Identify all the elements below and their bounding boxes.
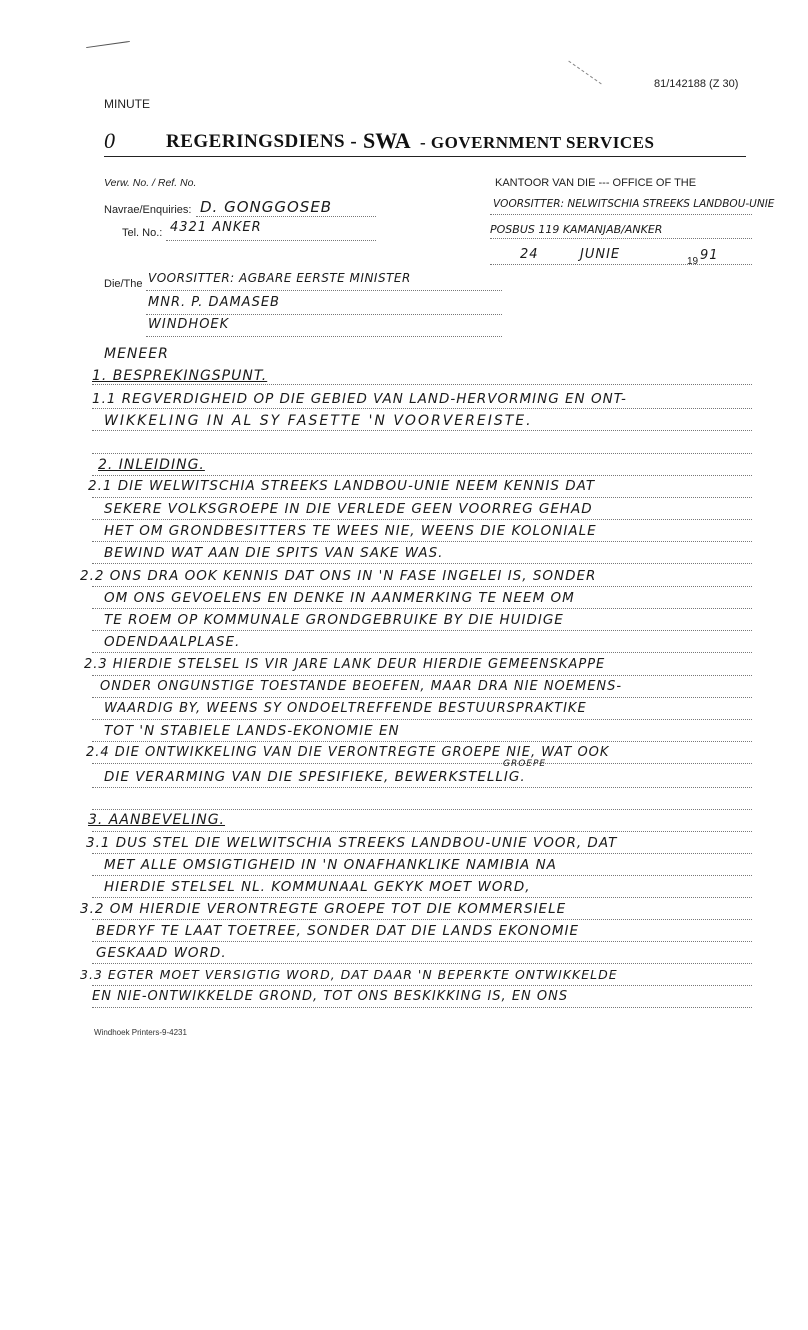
- title-government-services: - GOVERNMENT SERVICES: [420, 133, 655, 152]
- body-line-6: [92, 497, 752, 498]
- s2-4-line-b: DIE VERARMING VAN DIE SPESIFIEKE, BEWERKSTELLIG.: [104, 769, 526, 785]
- s3-3-line-b: EN NIE-ONTWIKKELDE GROND, TOT ONS BESKIKKING IS, EN ONS: [92, 989, 569, 1004]
- body-line-21: [92, 831, 752, 832]
- s2-3-line-c: WAARDIG BY, WEENS SY ONDOELTREFFENDE BESTUURSPRAKTIKE: [104, 701, 587, 716]
- office-label: KANTOOR VAN DIE --- OFFICE OF THE: [495, 177, 697, 189]
- body-line-7: [92, 519, 752, 520]
- section-3-heading: 3. AANBEVELING.: [88, 812, 226, 828]
- body-line-14: [92, 675, 752, 676]
- date-year-prefix: 19: [687, 256, 699, 267]
- body-line-26: [92, 941, 752, 942]
- office-line-2-rule: [490, 238, 752, 239]
- body-line-22: [92, 853, 752, 854]
- to-line-3-rule: [146, 336, 502, 337]
- s1-1-line-a: 1.1 REGVERDIGHEID OP DIE GEBIED VAN LAND-HERVORMING EN ONT-: [92, 391, 627, 407]
- body-line-11: [92, 608, 752, 609]
- body-line-24: [92, 897, 752, 898]
- to-line-1-rule: [146, 290, 502, 291]
- s2-1-line-c: HET OM GRONDBESITTERS TE WEES NIE, WEENS DIE KOLONIALE: [104, 523, 597, 539]
- s2-2-line-d: ODENDAALPLASE.: [104, 634, 241, 650]
- date-day: 24: [520, 247, 539, 262]
- body-line-5: [92, 475, 752, 476]
- office-line-2: POSBUS 119 KAMANJAB/ANKER: [490, 223, 663, 236]
- enquiries-line: [196, 216, 376, 217]
- s2-3-line-a: 2.3 HIERDIE STELSEL IS VIR JARE LANK DEUR HIERDIE GEMEENSKAPPE: [84, 657, 606, 672]
- body-line-18: [92, 763, 752, 764]
- tel-value: 4321 ANKER: [170, 220, 262, 235]
- body-line-25: [92, 919, 752, 920]
- date-month: JUNIE: [580, 247, 621, 262]
- body-line-9: [92, 563, 752, 564]
- body-line-4: [92, 453, 752, 454]
- salutation: MENEER: [104, 346, 169, 362]
- ref-label: Verw. No. / Ref. No.: [104, 177, 197, 189]
- s3-1-line-a: 3.1 DUS STEL DIE WELWITSCHIA STREEKS LANDBOU-UNIE VOOR, DAT: [86, 835, 618, 851]
- s3-2-line-c: GESKAAD WORD.: [96, 945, 227, 961]
- s2-4-line-a: 2.4 DIE ONTWIKKELING VAN DIE VERONTREGTE GROEPE NIE, WAT OOK: [86, 745, 610, 760]
- office-line-1: VOORSITTER: NELWITSCHIA STREEKS LANDBOU-UNIE: [493, 198, 775, 210]
- body-line-23: [92, 875, 752, 876]
- date-year-suffix: 91: [700, 248, 719, 263]
- title-swa: SWA: [363, 128, 411, 153]
- body-line-16: [92, 719, 752, 720]
- body-line-13: [92, 652, 752, 653]
- s2-4-insertion: GROEPE: [503, 759, 547, 769]
- to-label: Die/The: [104, 278, 143, 290]
- title-regeringsdiens: REGERINGSDIENS -: [166, 131, 358, 152]
- minute-label: MINUTE: [104, 97, 150, 111]
- body-line-12: [92, 630, 752, 631]
- s2-2-line-c: TE ROEM OP KOMMUNALE GRONDGEBRUIKE BY DIE HUIDIGE: [104, 612, 564, 628]
- body-line-19: [92, 787, 752, 788]
- body-line-8: [92, 541, 752, 542]
- s2-2-line-a: 2.2 ONS DRA OOK KENNIS DAT ONS IN 'N FASE INGELEI IS, SONDER: [80, 568, 597, 584]
- date-line: [490, 264, 752, 265]
- title-rule: [104, 156, 746, 157]
- s1-1-line-b: WIKKELING IN AL SY FASETTE 'N VOORVEREISTE.: [104, 413, 533, 429]
- s3-3-line-a: 3.3 EGTER MOET VERSIGTIG WORD, DAT DAAR 'N BEPERKTE ONTWIKKELDE: [80, 967, 618, 982]
- s2-2-line-b: OM ONS GEVOELENS EN DENKE IN AANMERKING TE NEEM OM: [104, 590, 575, 606]
- body-line-2: [92, 408, 752, 409]
- s3-2-line-a: 3.2 OM HIERDIE VERONTREGTE GROEPE TOT DIE KOMMERSIELE: [80, 901, 567, 917]
- s2-1-line-d: BEWIND WAT AAN DIE SPITS VAN SAKE WAS.: [104, 545, 444, 561]
- body-line-28: [92, 985, 752, 986]
- body-line-3: [92, 430, 752, 431]
- body-line-20: [92, 809, 752, 810]
- body-line-1: [92, 384, 752, 385]
- s2-1-line-a: 2.1 DIE WELWITSCHIA STREEKS LANDBOU-UNIE NEEM KENNIS DAT: [88, 478, 596, 494]
- section-2-heading: 2. INLEIDING.: [98, 457, 205, 473]
- scan-mark-top-left: [86, 41, 130, 48]
- tel-label: Tel. No.:: [122, 227, 163, 239]
- body-line-10: [92, 586, 752, 587]
- body-line-15: [92, 697, 752, 698]
- body-line-17: [92, 741, 752, 742]
- to-line-2: MNR. P. DAMASEB: [148, 295, 280, 310]
- s3-2-line-b: BEDRYF TE LAAT TOETREE, SONDER DAT DIE LANDS EKONOMIE: [96, 923, 580, 939]
- printer-imprint: Windhoek Printers-9-4231: [94, 1028, 187, 1037]
- to-line-3: WINDHOEK: [148, 317, 230, 332]
- enquiries-value: D. GONGGOSEB: [200, 198, 333, 216]
- enquiries-label: Navrae/Enquiries:: [104, 204, 192, 216]
- scan-mark-top-right: [568, 61, 601, 85]
- s2-1-line-b: SEKERE VOLKSGROEPE IN DIE VERLEDE GEEN VOORREG GEHAD: [104, 501, 593, 517]
- to-line-2-rule: [146, 314, 502, 315]
- crest-icon: 0: [104, 128, 115, 153]
- body-line-29: [92, 1007, 752, 1008]
- office-line-1-rule: [490, 214, 752, 215]
- s3-1-line-b: MET ALLE OMSIGTIGHEID IN 'N ONAFHANKLIKE NAMIBIA NA: [104, 857, 557, 873]
- reference-number: 81/142188 (Z 30): [654, 78, 739, 90]
- to-line-1: VOORSITTER: AGBARE EERSTE MINISTER: [148, 271, 411, 285]
- section-1-heading: 1. BESPREKINGSPUNT.: [92, 368, 268, 384]
- s2-3-line-b: ONDER ONGUNSTIGE TOESTANDE BEOEFEN, MAAR DRA NIE NOEMENS-: [100, 679, 623, 694]
- tel-line: [166, 240, 376, 241]
- s2-3-line-d: TOT 'N STABIELE LANDS-EKONOMIE EN: [104, 723, 400, 739]
- s3-1-line-c: HIERDIE STELSEL NL. KOMMUNAAL GEKYK MOET WORD,: [104, 879, 531, 895]
- body-line-27: [92, 963, 752, 964]
